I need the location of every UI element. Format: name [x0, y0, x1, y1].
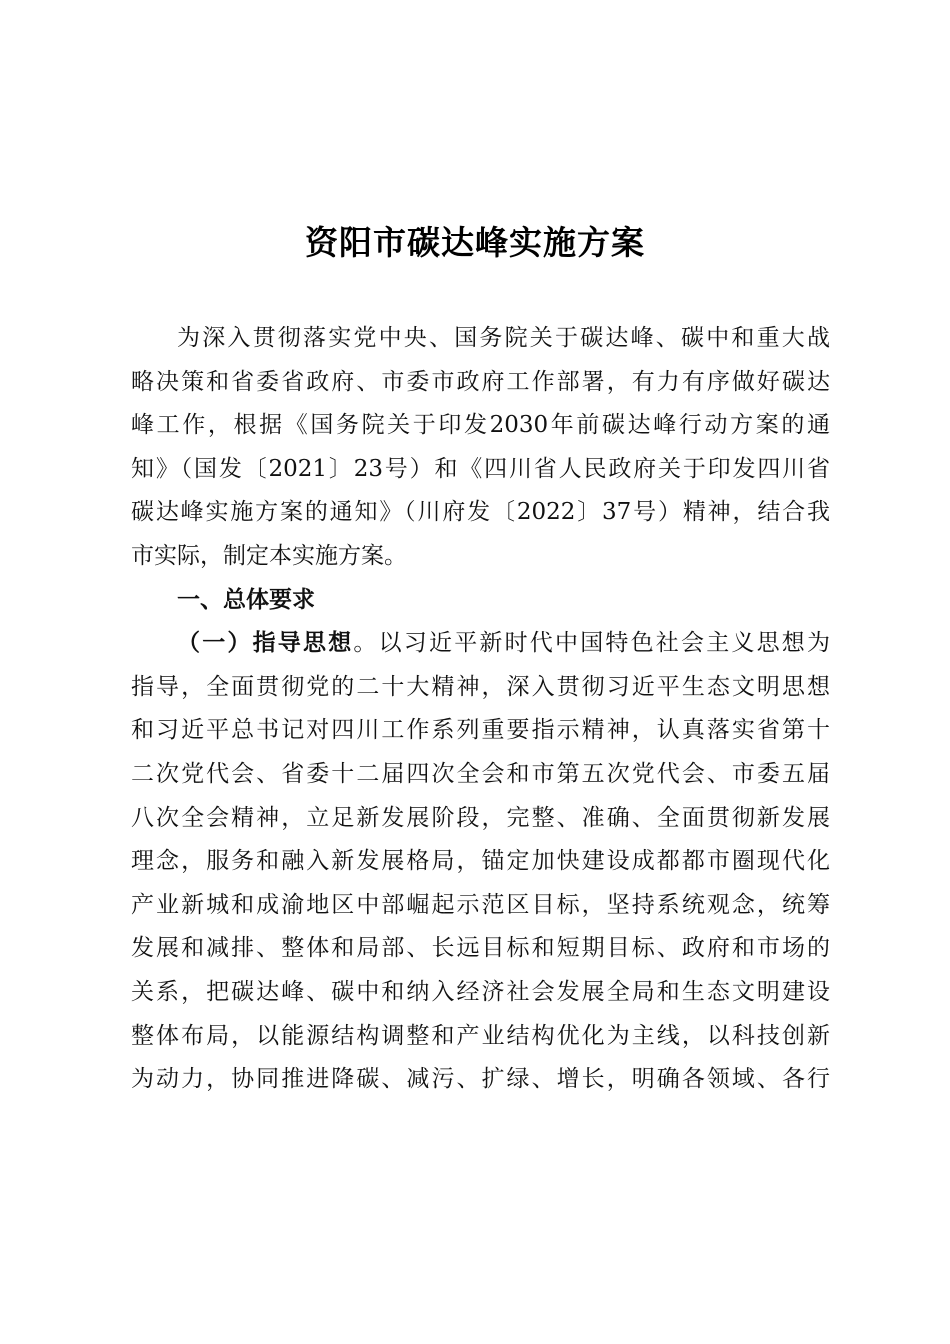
document-title: 资阳市碳达峰实施方案 [305, 223, 645, 262]
section-heading: 一、总体要求 [177, 586, 315, 613]
subsection-line-7: 发展和减排、整体和局部、长远目标和短期目标、政府和市场的 [131, 935, 830, 962]
subsection-line-2: 和习近平总书记对四川工作系列重要指示精神，认真落实省第十 [131, 717, 830, 744]
intro-line-2: 略决策和省委省政府、市委市政府工作部署，有力有序做好碳达 [131, 368, 830, 395]
subsection-first-line-rest: 。以习近平新时代中国特色社会主义思想为 [353, 630, 830, 657]
subsection-line-10: 为动力，协同推进降碳、减污、扩绿、增长，明确各领域、各行 [131, 1066, 830, 1093]
intro-line-6: 市实际，制定本实施方案。 [131, 542, 407, 569]
subsection-line-4: 八次全会精神，立足新发展阶段，完整、准确、全面贯彻新发展 [131, 804, 830, 831]
subsection-line-9: 整体布局，以能源结构调整和产业结构优化为主线，以科技创新 [131, 1022, 830, 1049]
subsection-label: （一）指导思想 [177, 630, 354, 657]
subsection-line-3: 二次党代会、省委十二届四次全会和市第五次党代会、市委五届 [131, 760, 830, 787]
subsection-line-1: 指导，全面贯彻党的二十大精神，深入贯彻习近平生态文明思想 [131, 673, 830, 700]
subsection-line-6: 产业新城和成渝地区中部崛起示范区目标，坚持系统观念，统筹 [131, 891, 830, 918]
intro-line-5: 碳达峰实施方案的通知》（川府发〔2022〕37号）精神，结合我 [131, 499, 830, 526]
document-body [131, 317, 830, 1102]
subsection-first-line [131, 622, 830, 666]
intro-line-3: 峰工作，根据《国务院关于印发2030年前碳达峰行动方案的通 [131, 412, 830, 439]
subsection-line-5: 理念，服务和融入新发展格局，锚定加快建设成都都市圈现代化 [131, 848, 830, 875]
subsection-line-8: 关系，把碳达峰、碳中和纳入经济社会发展全局和生态文明建设 [131, 978, 830, 1005]
intro-line-4: 知》（国发〔2021〕23号）和《四川省人民政府关于印发四川省 [131, 455, 830, 482]
intro-line-1: 为深入贯彻落实党中央、国务院关于碳达峰、碳中和重大战 [177, 325, 830, 351]
